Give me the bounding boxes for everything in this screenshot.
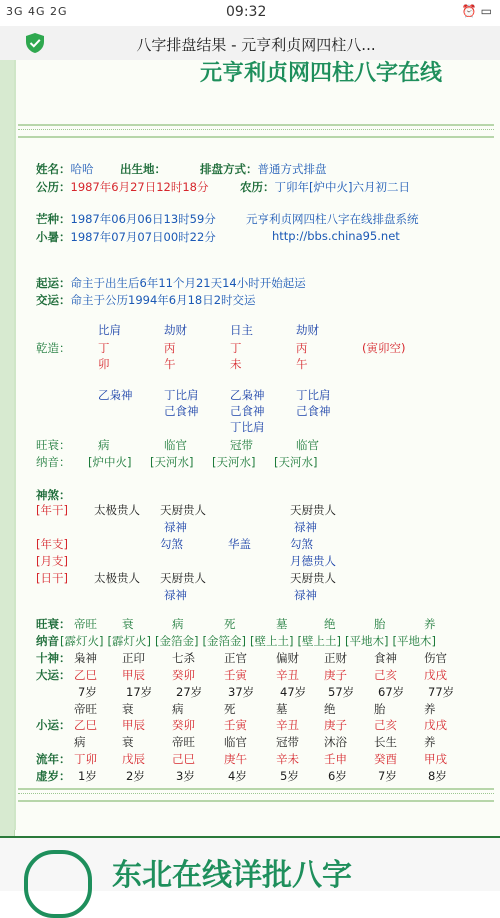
secure-shield-icon[interactable]: [24, 32, 46, 54]
wangshuai-value: 病: [98, 438, 110, 452]
jiaoyun-label: 交运：: [36, 293, 71, 307]
shensha-item: 勾煞: [160, 537, 183, 551]
xiaoyun-wangshuai: 绝: [324, 702, 336, 716]
shishen: 伤官: [424, 651, 447, 665]
xusui: 8岁: [428, 769, 447, 783]
xiaoyun: 辛丑: [276, 718, 299, 732]
dayun-wangshuai-label: 旺衰：: [36, 617, 71, 631]
xusui: 3岁: [176, 769, 195, 783]
nayin-value: [天河水]: [150, 455, 194, 469]
hidden-stem: 丁比肩: [296, 388, 331, 402]
liunian-label: 流年：: [36, 752, 71, 766]
xiaoyun-wangshuai2: 临官: [224, 735, 247, 749]
xiaoyun-wangshuai2: 病: [74, 735, 86, 749]
decor-border-bottom: [18, 788, 494, 802]
dayun-age: 77岁: [428, 685, 455, 699]
bottom-banner: [0, 836, 500, 891]
hidden-stem: 己食神: [230, 404, 265, 418]
hidden-stem: 己食神: [164, 404, 199, 418]
shensha-item: 天厨贵人: [160, 503, 206, 517]
xiaoyun: 癸卯: [172, 718, 195, 732]
dayun-age: 37岁: [228, 685, 255, 699]
liunian: 甲戌: [424, 752, 447, 766]
xiaoyun-wangshuai2: 长生: [374, 735, 397, 749]
clock: 09:32: [226, 4, 267, 20]
pillar-stem: 丙: [164, 341, 176, 355]
site-name: 元亨利贞网四柱八字在线排盘系统: [246, 212, 419, 226]
pillar-branch: 午: [296, 357, 308, 371]
xiaoyun: 己亥: [374, 718, 397, 732]
shensha-row-label: [日干]: [36, 571, 68, 585]
nayin-label: 纳音：: [36, 455, 71, 469]
dayun-nayin: [金箔金]: [202, 634, 246, 648]
shensha-item: 禄神: [294, 588, 317, 602]
kongwang: (寅卯空): [362, 341, 406, 355]
liunian: 丁卯: [74, 752, 97, 766]
dayun-wangshuai: 胎: [374, 617, 386, 631]
shensha-item: 禄神: [164, 588, 187, 602]
shensha-item: 太极贵人: [94, 571, 140, 585]
dayun-pillar: 壬寅: [224, 668, 247, 682]
battery-icon: ⏰ ▭: [461, 4, 492, 18]
xiaoyun-wangshuai2: 冠带: [276, 735, 299, 749]
dayun-nayin: [壁上土]: [250, 634, 294, 648]
nayin-value: [天河水]: [212, 455, 256, 469]
dayun-pillar: 癸卯: [172, 668, 195, 682]
shensha-row-label: [月支]: [36, 554, 68, 568]
dayun-age: 17岁: [126, 685, 153, 699]
shishen: 七杀: [172, 651, 195, 665]
xusui: 2岁: [126, 769, 145, 783]
liunian: 戊辰: [122, 752, 145, 766]
pillar-god: 比肩: [98, 323, 121, 337]
dayun-wangshuai: 衰: [122, 617, 134, 631]
hidden-stem: 乙枭神: [230, 388, 265, 402]
xiaoyun: 壬寅: [224, 718, 247, 732]
shishen: 枭神: [74, 651, 97, 665]
liunian: 癸酉: [374, 752, 397, 766]
browser-title-bar: [0, 26, 500, 61]
dayun-wangshuai: 绝: [324, 617, 336, 631]
xiaoshu-label: 小暑：: [36, 230, 71, 244]
pillar-god: 劫财: [296, 323, 319, 337]
shensha-row-label: [年支]: [36, 537, 68, 551]
dayun-nayin: [平地木]: [345, 634, 389, 648]
dayun-pillar: 庚子: [324, 668, 347, 682]
dayun-nayin: [壁上土]: [297, 634, 341, 648]
shishen: 正印: [122, 651, 145, 665]
dayun-wangshuai: 死: [224, 617, 236, 631]
liunian: 辛未: [276, 752, 299, 766]
xusui: 4岁: [228, 769, 247, 783]
method-value: 普通方式排盘: [257, 162, 327, 176]
dayun-pillar: 辛丑: [276, 668, 299, 682]
xiaoyun-wangshuai: 病: [172, 702, 184, 716]
shensha-label: 神煞：: [36, 488, 71, 502]
xusui: 5岁: [280, 769, 299, 783]
site-url-link[interactable]: http://bbs.china95.net: [272, 229, 400, 243]
shensha-item: 禄神: [294, 520, 317, 534]
shensha-item: 月德贵人: [290, 554, 336, 568]
hidden-stem: 己食神: [296, 404, 331, 418]
xiaoyun-wangshuai: 养: [424, 702, 436, 716]
bottom-banner-text: 东北在线详批八字: [112, 858, 352, 893]
signal-icon: 3G 4G 2G: [6, 5, 68, 18]
pillar-god: 劫财: [164, 323, 187, 337]
shensha-item: 天厨贵人: [290, 503, 336, 517]
dayun-nayin: [霹灯火]: [60, 634, 104, 648]
dayun-nayin-label: 纳音: [36, 634, 59, 648]
dayun-wangshuai: 帝旺: [74, 617, 97, 631]
xiaoyun-wangshuai2: 帝旺: [172, 735, 195, 749]
dayun-label: 大运：: [36, 668, 71, 682]
dayun-age: 57岁: [328, 685, 355, 699]
shishen: 食神: [374, 651, 397, 665]
wangshuai-label: 旺衰：: [36, 438, 71, 452]
status-bar: [0, 0, 500, 26]
dayun-pillar: 戊戌: [424, 668, 447, 682]
liunian: 庚午: [224, 752, 247, 766]
shensha-item: 天厨贵人: [290, 571, 336, 585]
xiaoyun-wangshuai2: 沐浴: [324, 735, 347, 749]
xiaoyun: 戊戌: [424, 718, 447, 732]
xiaoyun: 乙巳: [74, 718, 97, 732]
dayun-wangshuai: 养: [424, 617, 436, 631]
shensha-item: 华盖: [228, 537, 251, 551]
qiyun-value: 命主于出生后6年11个月21天14小时开始起运: [70, 276, 306, 290]
wangshuai-value: 临官: [296, 438, 319, 452]
name-value: 哈哈: [70, 162, 94, 176]
dayun-wangshuai: 墓: [276, 617, 288, 631]
shensha-item: 禄神: [164, 520, 187, 534]
pillar-stem: 丁: [98, 341, 110, 355]
pillar-stem: 丁: [230, 341, 242, 355]
lunar-value: 丁卯年[炉中火]六月初二日: [274, 180, 410, 194]
dayun-age: 47岁: [280, 685, 307, 699]
xiaoyun-wangshuai2: 衰: [122, 735, 134, 749]
xiaoyun-wangshuai: 帝旺: [74, 702, 97, 716]
pillars-label: 乾造：: [36, 341, 71, 355]
wangshuai-value: 临官: [164, 438, 187, 452]
pillar-stem: 丙: [296, 341, 308, 355]
xusui-label: 虚岁：: [36, 769, 71, 783]
dayun-nayin: [平地木]: [392, 634, 436, 648]
shensha-row-label: [年干]: [36, 503, 68, 517]
dayun-pillar: 乙巳: [74, 668, 97, 682]
nayin-value: [天河水]: [274, 455, 318, 469]
dayun-age: 27岁: [176, 685, 203, 699]
shensha-item: 勾煞: [290, 537, 313, 551]
xiaoyun-wangshuai: 墓: [276, 702, 288, 716]
mangzhong-label: 芒种：: [36, 212, 71, 226]
dayun-wangshuai: 病: [172, 617, 184, 631]
dayun-pillar: 己亥: [374, 668, 397, 682]
xusui: 6岁: [328, 769, 347, 783]
left-rail: [0, 60, 15, 889]
liunian: 壬申: [324, 752, 347, 766]
xusui: 1岁: [78, 769, 97, 783]
xiaoyun-wangshuai: 死: [224, 702, 236, 716]
pillar-branch: 午: [164, 357, 176, 371]
liunian: 己巳: [172, 752, 195, 766]
shishen: 正官: [224, 651, 247, 665]
pillar-god: 日主: [230, 323, 253, 337]
hidden-stem: 丁比肩: [164, 388, 199, 402]
shishen: 偏财: [276, 651, 299, 665]
qiyun-label: 起运：: [36, 276, 71, 290]
site-logo-icon: [24, 850, 92, 918]
mangzhong-value: 1987年06月06日13时59分: [70, 212, 216, 226]
dayun-nayin: [霹灯火]: [107, 634, 151, 648]
shensha-item: 天厨贵人: [160, 571, 206, 585]
site-banner: 元亨利贞网四柱八字在线: [200, 61, 443, 86]
xiaoyun-label: 小运：: [36, 718, 71, 732]
dayun-pillar: 甲辰: [122, 668, 145, 682]
xiaoyun-wangshuai2: 养: [424, 735, 436, 749]
xiaoyun: 甲辰: [122, 718, 145, 732]
wangshuai-value: 冠带: [230, 438, 253, 452]
lunar-label: 农历：: [240, 180, 275, 194]
xiaoyun: 庚子: [324, 718, 347, 732]
page-content: [0, 60, 500, 889]
method-label: 排盘方式：: [200, 162, 258, 176]
shishen-label: 十神：: [36, 651, 71, 665]
shensha-item: 太极贵人: [94, 503, 140, 517]
dayun-nayin: [金箔金]: [155, 634, 199, 648]
shishen: 正财: [324, 651, 347, 665]
dayun-age: 67岁: [378, 685, 405, 699]
xiaoshu-value: 1987年07月07日00时22分: [70, 230, 216, 244]
dayun-age: 7岁: [78, 685, 97, 699]
nayin-value: [炉中火]: [88, 455, 132, 469]
pillar-branch: 卯: [98, 357, 110, 371]
solar-value: 1987年6月27日12时18分: [70, 180, 209, 194]
xiaoyun-wangshuai: 衰: [122, 702, 134, 716]
xiaoyun-wangshuai: 胎: [374, 702, 386, 716]
jiaoyun-value: 命主于公历1994年6月18日2时交运: [70, 293, 256, 307]
name-label: 姓名：: [36, 162, 71, 176]
birthplace-label: 出生地：: [120, 162, 166, 176]
hidden-stem: 丁比肩: [230, 420, 265, 434]
xusui: 7岁: [378, 769, 397, 783]
solar-label: 公历：: [36, 180, 71, 194]
hidden-stem: 乙枭神: [98, 388, 133, 402]
pillar-branch: 未: [230, 357, 242, 371]
page-title: 八字排盘结果 - 元亨利贞网四柱八...: [136, 36, 376, 54]
decor-border-top: [18, 124, 494, 138]
